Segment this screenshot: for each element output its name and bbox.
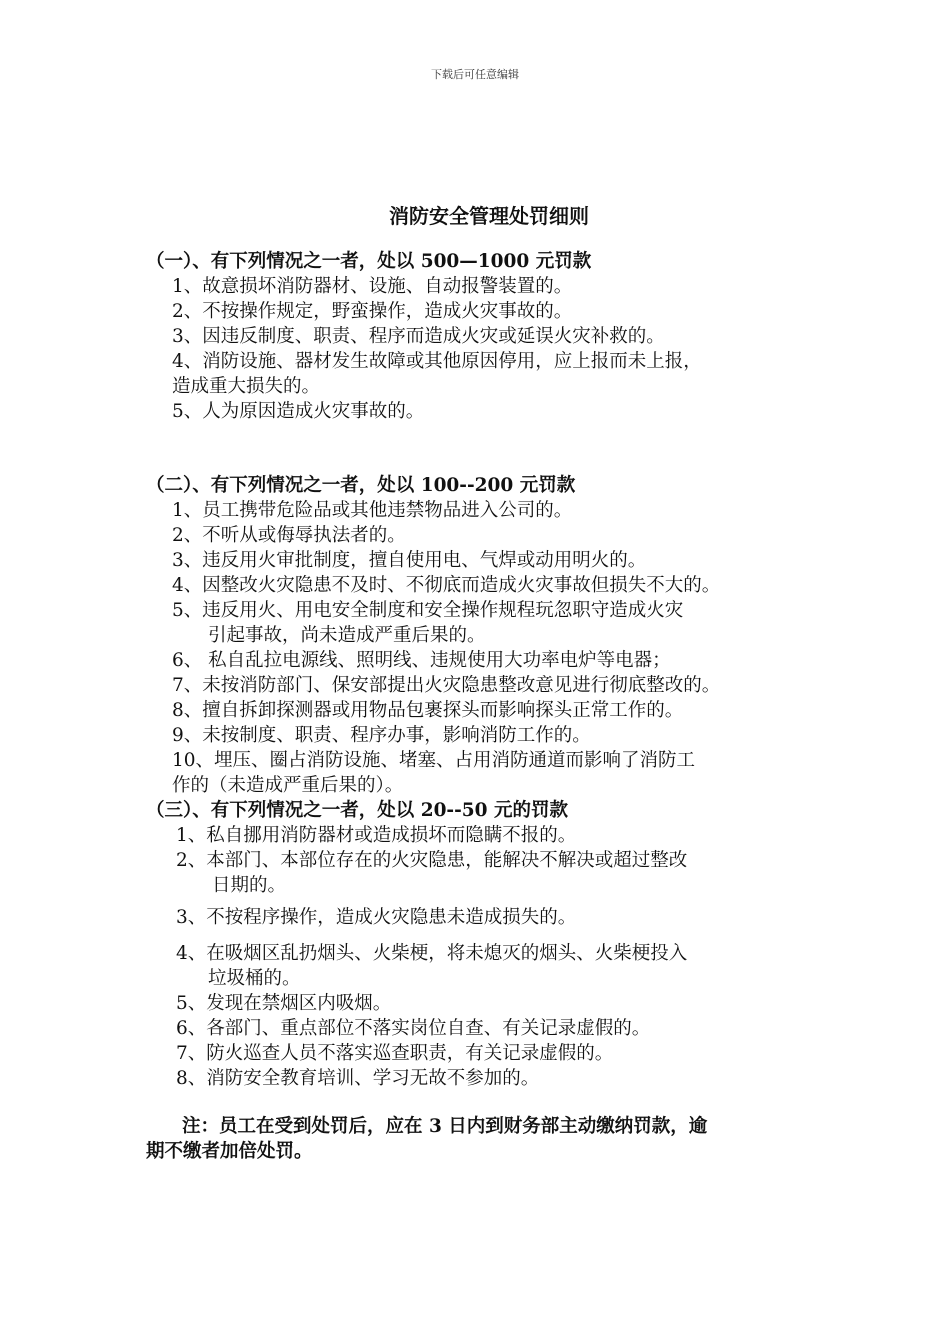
section-3-item: 4、在吸烟区乱扔烟头、火柴梗，将未熄灭的烟头、火柴梗投入 (176, 943, 688, 964)
section-2-item: 7、未按消防部门、保安部提出火灾隐患整改意见进行彻底整改的。 (172, 675, 721, 696)
page-header-note: 下载后可任意编辑 (431, 68, 519, 81)
section-2-item: 3、违反用火审批制度，擅自使用电、气焊或动用明火的。 (172, 550, 647, 571)
note-line-1: 注：员工在受到处罚后，应在 3 日内到财务部主动缴纳罚款，逾 (182, 1116, 708, 1137)
section-2-item: 6、 私自乱拉电源线、照明线、违规使用大功率电炉等电器； (172, 650, 671, 671)
section-1-item: 5、人为原因造成火灾事故的。 (172, 401, 425, 422)
section-1-heading: （一）、有下列情况之一者，处以 500—1000 元罚款 (146, 251, 592, 272)
section-3-item-continuation: 垃圾桶的。 (208, 968, 301, 989)
section-2-item: 1、员工携带危险品或其他违禁物品进入公司的。 (172, 500, 573, 521)
section-2-item: 4、因整改火灾隐患不及时、不彻底而造成火灾事故但损失不大的。 (172, 575, 721, 596)
section-3-heading: （三）、有下列情况之一者，处以 20--50 元的罚款 (146, 800, 568, 821)
section-2-heading: （二）、有下列情况之一者，处以 100--200 元罚款 (146, 475, 576, 496)
section-2-item: 9、未按制度、职责、程序办事，影响消防工作的。 (172, 725, 591, 746)
note-line-2: 期不缴者加倍处罚。 (146, 1141, 313, 1162)
section-2-item-continuation: 引起事故，尚未造成严重后果的。 (208, 625, 486, 646)
section-3-item: 1、私自挪用消防器材或造成损坏而隐瞒不报的。 (176, 825, 577, 846)
section-2-item-continuation: 作的（未造成严重后果的）。 (172, 775, 404, 796)
section-2-item: 5、违反用火、用电安全制度和安全操作规程玩忽职守造成火灾 (172, 600, 684, 621)
section-3-item-continuation: 日期的。 (212, 875, 287, 896)
section-3-item: 3、不按程序操作，造成火灾隐患未造成损失的。 (176, 907, 577, 928)
section-1-item: 1、故意损坏消防器材、设施、自动报警装置的。 (172, 276, 573, 297)
section-2-item: 10、埋压、圈占消防设施、堵塞、占用消防通道而影响了消防工 (172, 750, 696, 771)
section-2-item: 8、擅自拆卸探测器或用物品包裹探头而影响探头正常工作的。 (172, 700, 684, 721)
section-3-item: 7、防火巡查人员不落实巡查职责，有关记录虚假的。 (176, 1043, 614, 1064)
section-1-item: 4、消防设施、器材发生故障或其他原因停用，应上报而未上报， (172, 351, 702, 372)
section-2-item: 2、不听从或侮辱执法者的。 (172, 525, 406, 546)
document-title: 消防安全管理处罚细则 (389, 204, 589, 228)
section-3-item: 5、发现在禁烟区内吸烟。 (176, 993, 392, 1014)
section-1-item: 2、不按操作规定，野蛮操作，造成火灾事故的。 (172, 301, 573, 322)
section-3-item: 8、消防安全教育培训、学习无故不参加的。 (176, 1068, 540, 1089)
section-1-item: 3、因违反制度、职责、程序而造成火灾或延误火灾补救的。 (172, 326, 665, 347)
section-1-item-continuation: 造成重大损失的。 (172, 376, 321, 397)
section-3-item: 6、各部门、重点部位不落实岗位自查、有关记录虚假的。 (176, 1018, 651, 1039)
section-3-item: 2、本部门、本部位存在的火灾隐患，能解决不解决或超过整改 (176, 850, 688, 871)
